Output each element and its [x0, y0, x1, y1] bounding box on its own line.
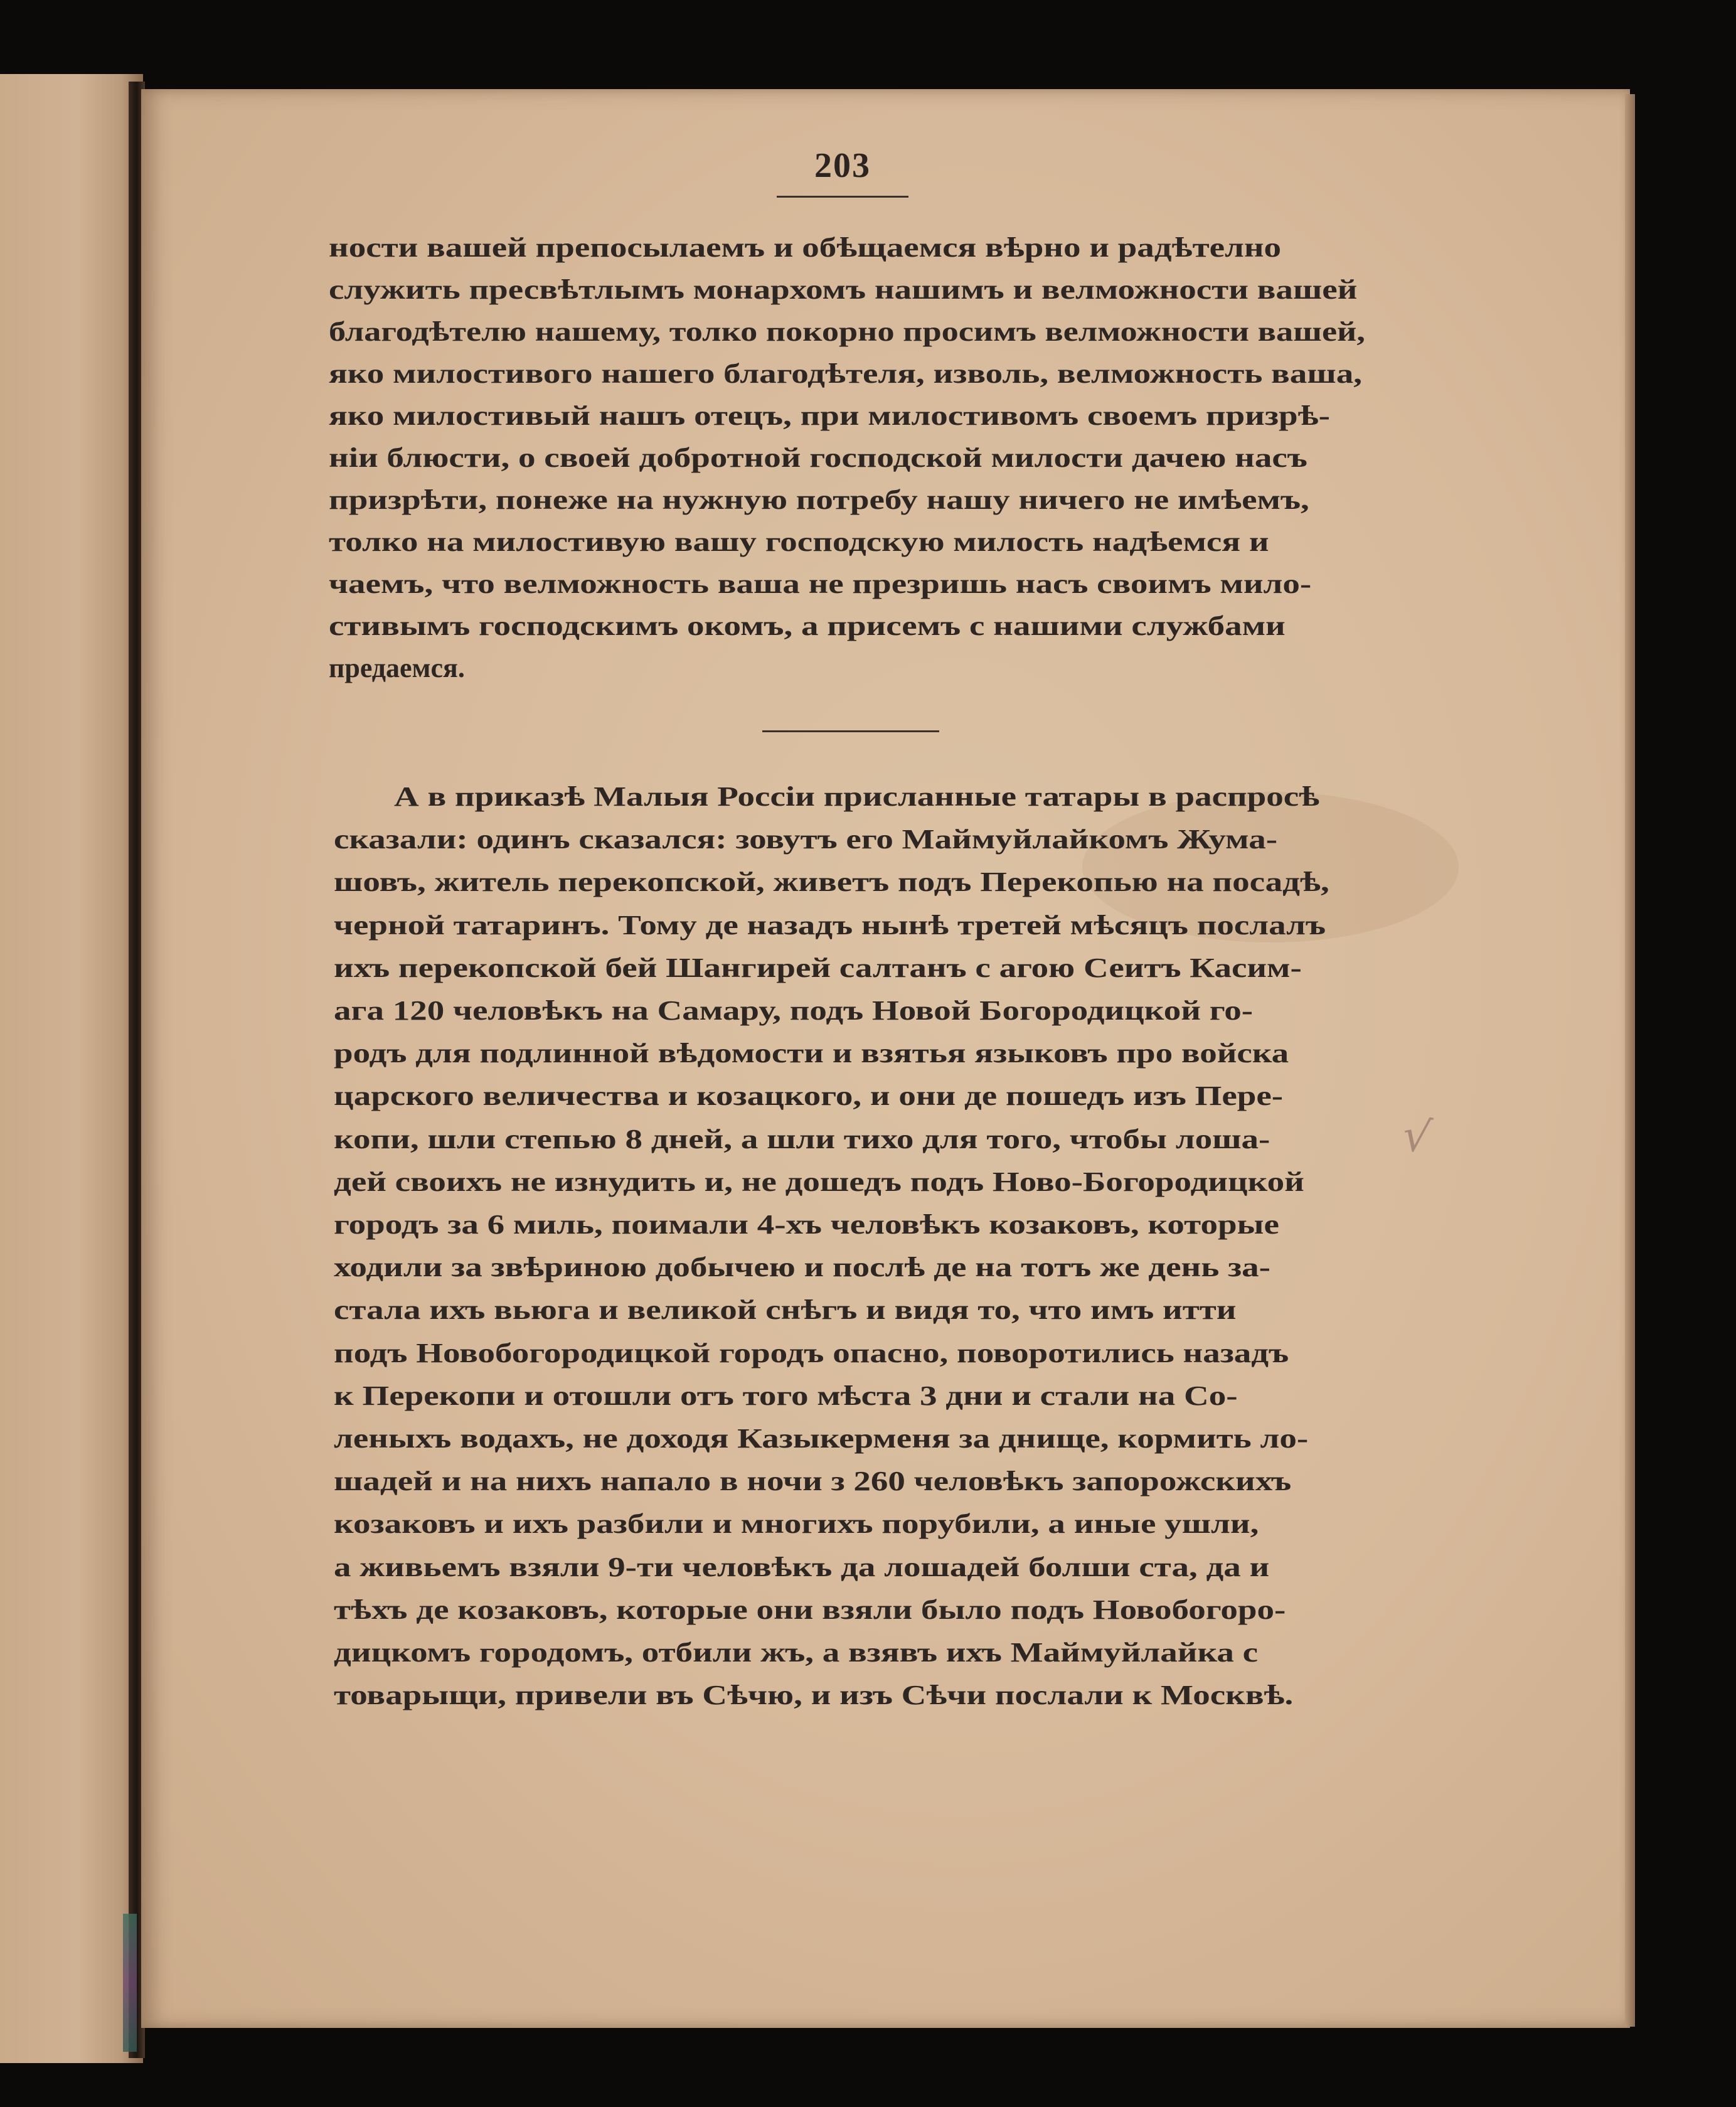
- text-line: подъ Новобогородицкой городъ опасно, поворотились назадъ: [334, 1337, 1289, 1368]
- text-line: тѣхъ де козаковъ, которые они взяли было подъ Новобогоро-: [334, 1594, 1286, 1625]
- text-line: козаковъ и ихъ разбили и многихъ порубили, а иные ушли,: [334, 1508, 1259, 1540]
- text-line: предаемся.: [329, 653, 465, 683]
- text-line: А в приказѣ Малыя Россiи присланные татары в распросѣ: [394, 781, 1320, 812]
- text-line: чаемъ, что велможность ваша не презришь насъ своимъ мило-: [329, 568, 1312, 599]
- text-line: стивымъ господскимъ окомъ, а присемъ с нашими службами: [329, 611, 1286, 641]
- text-line: благодѣтелю нашему, толко покорно просимъ велможности вашей,: [329, 316, 1365, 347]
- text-line: шовъ, житель перекопской, живетъ подъ Перекопью на посадѣ,: [334, 867, 1329, 898]
- text-line: ности вашей препосылаемъ и обѣщаемся вѣрно и радѣтелно: [329, 232, 1282, 263]
- text-line: стала ихъ вьюга и великой снѣгъ и видя то, что имъ итти: [334, 1294, 1237, 1326]
- text-line: ходили за звѣриною добычею и послѣ де на тотъ же день за-: [334, 1252, 1270, 1283]
- text-line: шадей и на нихъ напало в ночи з 260 человѣкъ запорожскихъ: [334, 1466, 1292, 1497]
- page-edge: [1625, 94, 1635, 2027]
- text-line: к Перекопи и отошли отъ того мѣста 3 дни и стали на Со-: [334, 1380, 1238, 1411]
- text-line: служить пресвѣтлымъ монархомъ нашимъ и велможности вашей: [329, 274, 1358, 305]
- text-line: родъ для подлинной вѣдомости и взятья языковъ про войска: [334, 1038, 1289, 1069]
- pencil-tick-mark: √: [1399, 1109, 1435, 1164]
- text-line: сказали: одинъ сказался: зовутъ его Маймуйлайкомъ Жума-: [334, 824, 1278, 855]
- text-line: яко милостивый нашъ отецъ, при милостивомъ своемъ призрѣ-: [329, 400, 1330, 431]
- text-line: черной татаринъ. Тому де назадъ нынѣ третей мѣсяцъ послалъ: [334, 909, 1326, 941]
- text-line: нiи блюсти, о своей добротной господской милости дачею насъ: [329, 442, 1307, 473]
- text-line: яко милостивого нашего благодѣтеля, изволь, велможность ваша,: [329, 358, 1362, 389]
- text-line: ага 120 человѣкъ на Самару, подъ Новой Богородицкой го-: [334, 995, 1254, 1026]
- text-line: толко на милостивую вашу господскую милость надѣемся и: [329, 526, 1269, 557]
- text-line: а живьемъ взяли 9-ти человѣкъ да лошадей болши ста, да и: [334, 1551, 1270, 1582]
- section-divider: [762, 730, 939, 732]
- text-line: товарыщи, привели въ Сѣчю, и изъ Сѣчи послали к Москвѣ.: [334, 1680, 1294, 1711]
- text-line: городъ за 6 миль, поимали 4-хъ человѣкъ козаковъ, которые: [334, 1209, 1279, 1240]
- text-line: копи, шли степью 8 дней, а шли тихо для того, чтобы лоша-: [334, 1123, 1270, 1155]
- page-number: 203: [814, 146, 871, 185]
- previous-page-edge: [0, 74, 143, 2063]
- text-line: призрѣти, понеже на нужную потребу нашу ничего не имѣемъ,: [329, 484, 1309, 515]
- header-rule: [777, 196, 908, 198]
- binding-thread: [123, 1914, 137, 2052]
- text-line: дей своихъ не изнудить и, не дошедъ подъ Ново-Богородицкой: [334, 1166, 1304, 1197]
- text-line: царского величества и козацкого, и они де пошедъ изъ Пере-: [334, 1080, 1284, 1112]
- text-line: ихъ перекопской бей Шангирей салтанъ с агою Сеитъ Касим-: [334, 952, 1302, 983]
- text-line: дицкомъ городомъ, отбили жъ, а взявъ ихъ Маймуйлайка с: [334, 1637, 1259, 1668]
- text-line: леныхъ водахъ, не доходя Казыкерменя за днище, кормить ло-: [334, 1423, 1309, 1454]
